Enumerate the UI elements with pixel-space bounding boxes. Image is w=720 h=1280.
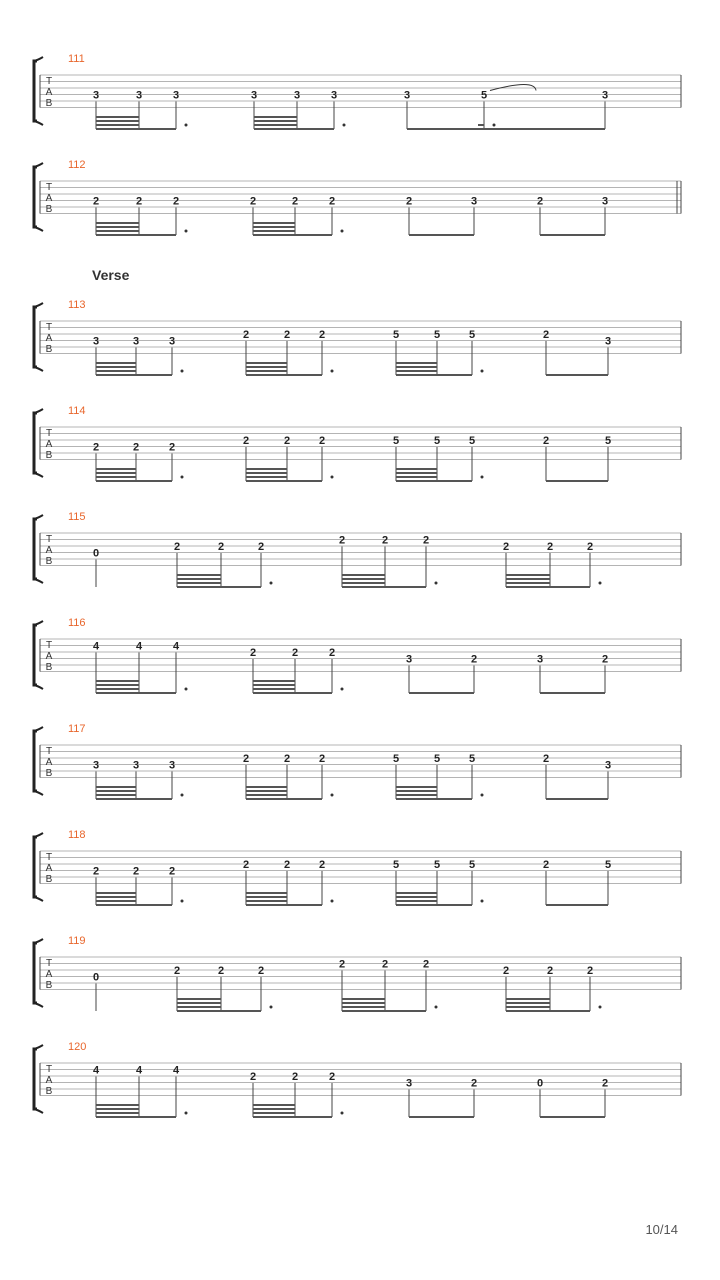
fret-number: 5	[433, 435, 441, 447]
rhythm-dot	[185, 688, 188, 691]
fret-number: 2	[328, 647, 336, 659]
fret-number: 5	[433, 753, 441, 765]
fret-number: 3	[403, 89, 411, 102]
measure-number: 113	[68, 299, 86, 311]
tab-system-117	[34, 723, 681, 799]
rhythm-dot	[599, 1006, 602, 1009]
bracket-top-hook	[34, 727, 43, 731]
rhythm-dot	[181, 794, 184, 797]
fret-number: 2	[283, 859, 291, 871]
fret-number: 2	[283, 435, 291, 447]
fret-number: 3	[604, 335, 612, 348]
tab-clef-letter: T	[45, 428, 53, 439]
fret-number: 2	[257, 541, 265, 553]
tab-clef-letter: B	[45, 1086, 53, 1097]
fret-number: 3	[536, 653, 544, 666]
bracket-bottom-hook	[34, 1003, 43, 1007]
system-bracket	[34, 625, 37, 685]
fret-number: 2	[132, 865, 140, 878]
fret-number: 3	[168, 335, 176, 348]
system-bracket	[34, 413, 37, 473]
tab-clef-letter: A	[45, 87, 53, 98]
fret-number: 5	[468, 859, 476, 871]
fret-number: 5	[433, 859, 441, 871]
system-bracket	[34, 167, 37, 227]
fret-number: 3	[330, 89, 338, 102]
fret-number: 3	[604, 759, 612, 772]
fret-number: 5	[604, 859, 612, 871]
tab-clef-letter: A	[45, 545, 53, 556]
fret-number: 2	[249, 647, 257, 659]
fret-number: 3	[168, 759, 176, 772]
fret-number: 2	[546, 965, 554, 977]
fret-number: 5	[468, 435, 476, 447]
fret-number: 3	[601, 195, 609, 208]
fret-number: 2	[502, 541, 510, 553]
fret-number: 2	[242, 329, 250, 341]
fret-number: 2	[291, 195, 299, 208]
fret-number: 3	[293, 89, 301, 102]
rhythm-dot	[331, 794, 334, 797]
rhythm-dot	[599, 582, 602, 585]
tab-system-118	[34, 829, 681, 905]
fret-number: 2	[168, 441, 176, 454]
fret-number: 2	[502, 965, 510, 977]
measure-number: 117	[68, 723, 86, 735]
tab-system-111	[34, 53, 681, 129]
fret-number: 3	[92, 89, 100, 102]
fret-number: 2	[338, 534, 346, 547]
fret-number: 3	[405, 1077, 413, 1090]
rhythm-dot	[331, 900, 334, 903]
tab-clef-letter: B	[45, 450, 53, 461]
tab-system-112	[34, 159, 681, 235]
fret-number: 0	[92, 547, 100, 560]
fret-number: 2	[422, 534, 430, 547]
fret-number: 3	[92, 759, 100, 772]
bracket-bottom-hook	[34, 685, 43, 689]
fret-number: 2	[318, 435, 326, 447]
fret-number: 5	[480, 89, 488, 102]
tab-clef-letter: A	[45, 1075, 53, 1086]
fret-number: 2	[283, 753, 291, 765]
measure-number: 112	[68, 159, 86, 171]
rhythm-dot	[343, 124, 346, 127]
fret-number: 3	[92, 335, 100, 348]
bracket-top-hook	[34, 1045, 43, 1049]
fret-number: 0	[92, 971, 100, 984]
fret-number: 2	[242, 859, 250, 871]
tab-clef-letter: T	[45, 958, 53, 969]
rhythm-dot	[331, 476, 334, 479]
tab-clef-letter: B	[45, 556, 53, 567]
fret-number: 3	[601, 89, 609, 102]
tab-clef-letter: T	[45, 640, 53, 651]
tab-clef-letter: A	[45, 651, 53, 662]
system-bracket	[34, 1049, 37, 1109]
fret-number: 2	[542, 753, 550, 765]
fret-number: 0	[536, 1077, 544, 1090]
fret-number: 2	[92, 195, 100, 208]
rhythm-dot	[481, 794, 484, 797]
rhythm-dot	[185, 1112, 188, 1115]
fret-number: 2	[546, 541, 554, 553]
fret-number: 3	[470, 195, 478, 208]
fret-number: 2	[92, 441, 100, 454]
tab-clef-letter: T	[45, 322, 53, 333]
fret-number: 3	[250, 89, 258, 102]
rhythm-dot	[270, 1006, 273, 1009]
rhythm-dot	[331, 370, 334, 373]
measure-number: 118	[68, 829, 86, 841]
bracket-top-hook	[34, 57, 43, 61]
bracket-top-hook	[34, 303, 43, 307]
fret-number: 2	[242, 435, 250, 447]
fret-number: 5	[468, 329, 476, 341]
bracket-bottom-hook	[34, 897, 43, 901]
tab-clef-letter: A	[45, 333, 53, 344]
tab-clef-letter: B	[45, 344, 53, 355]
fret-number: 5	[433, 329, 441, 341]
bracket-top-hook	[34, 939, 43, 943]
fret-number: 2	[283, 329, 291, 341]
fret-number: 2	[291, 647, 299, 659]
tab-clef-letter: B	[45, 874, 53, 885]
measure-number: 119	[68, 935, 86, 947]
bracket-bottom-hook	[34, 579, 43, 583]
measure-number: 120	[68, 1041, 87, 1053]
rhythm-dot	[185, 230, 188, 233]
measure-number: 115	[68, 511, 86, 523]
fret-number: 5	[604, 435, 612, 447]
section-marker: Verse	[92, 267, 130, 283]
fret-number: 2	[242, 753, 250, 765]
fret-number: 4	[92, 1064, 100, 1077]
bracket-bottom-hook	[34, 1109, 43, 1113]
tab-clef-letter: A	[45, 757, 53, 768]
tab-clef-letter: A	[45, 439, 53, 450]
tab-clef-letter: T	[45, 76, 53, 87]
fret-number: 3	[172, 89, 180, 102]
fret-number: 2	[405, 195, 413, 208]
tab-clef-letter: T	[45, 534, 53, 545]
rhythm-dot	[493, 124, 496, 127]
bracket-bottom-hook	[34, 367, 43, 371]
rhythm-dot	[481, 370, 484, 373]
system-bracket	[34, 943, 37, 1003]
tab-system-116	[34, 617, 681, 693]
fret-number: 5	[392, 329, 400, 341]
fret-number: 2	[586, 541, 594, 553]
tab-system-120	[34, 1041, 681, 1117]
tab-clef-letter: B	[45, 980, 53, 991]
fret-number: 2	[328, 1071, 336, 1083]
bracket-top-hook	[34, 515, 43, 519]
fret-number: 2	[217, 965, 225, 977]
fret-number: 4	[172, 640, 180, 653]
rhythm-dot	[481, 900, 484, 903]
tab-system-115	[34, 511, 681, 587]
tab-clef-letter: T	[45, 746, 53, 757]
tab-clef-letter: B	[45, 98, 53, 109]
fret-number: 2	[381, 534, 389, 547]
fret-number: 3	[132, 759, 140, 772]
rhythm-dot	[270, 582, 273, 585]
bracket-top-hook	[34, 833, 43, 837]
measure-number: 111	[68, 53, 85, 65]
rhythm-dot	[341, 230, 344, 233]
rhythm-dot	[341, 688, 344, 691]
fret-number: 4	[172, 1064, 180, 1077]
bracket-top-hook	[34, 621, 43, 625]
tab-clef-letter: T	[45, 182, 53, 193]
fret-number: 5	[392, 435, 400, 447]
fret-number: 2	[338, 958, 346, 971]
fret-number: 4	[92, 640, 100, 653]
system-bracket	[34, 519, 37, 579]
tab-clef-letter: B	[45, 768, 53, 779]
fret-number: 2	[381, 958, 389, 971]
fret-number: 2	[257, 965, 265, 977]
fret-number: 2	[601, 1077, 609, 1090]
tab-system-113	[34, 299, 681, 375]
tab-clef-letter: B	[45, 204, 53, 215]
fret-number: 2	[536, 195, 544, 208]
fret-number: 5	[468, 753, 476, 765]
fret-number: 2	[92, 865, 100, 878]
bracket-bottom-hook	[34, 227, 43, 231]
bracket-bottom-hook	[34, 473, 43, 477]
fret-number: 2	[249, 1071, 257, 1083]
fret-number: 2	[132, 441, 140, 454]
fret-number: 2	[586, 965, 594, 977]
fret-number: 2	[470, 1077, 478, 1090]
fret-number: 2	[542, 329, 550, 341]
system-bracket	[34, 61, 37, 121]
tab-clef-letter: A	[45, 193, 53, 204]
bracket-top-hook	[34, 163, 43, 167]
fret-number: 3	[405, 653, 413, 666]
fret-number: 2	[318, 753, 326, 765]
rhythm-dot	[481, 476, 484, 479]
fret-number: 2	[470, 653, 478, 666]
measure-number: 116	[68, 617, 86, 629]
page-number: 10/14	[645, 1222, 678, 1237]
fret-number: 3	[135, 89, 143, 102]
tab-clef-letter: T	[45, 852, 53, 863]
bracket-top-hook	[34, 409, 43, 413]
fret-number: 2	[318, 329, 326, 341]
rhythm-dot	[435, 582, 438, 585]
fret-number: 2	[217, 541, 225, 553]
fret-number: 5	[392, 753, 400, 765]
rhythm-dot	[181, 476, 184, 479]
fret-number: 2	[542, 859, 550, 871]
fret-number: 5	[392, 859, 400, 871]
system-bracket	[34, 731, 37, 791]
fret-number: 2	[168, 865, 176, 878]
tab-system-114	[34, 405, 681, 481]
fret-number: 4	[135, 640, 143, 653]
tab-system-119	[34, 935, 681, 1011]
fret-number: 2	[542, 435, 550, 447]
tab-clef-letter: T	[45, 1064, 53, 1075]
system-bracket	[34, 837, 37, 897]
tab-clef-letter: B	[45, 662, 53, 673]
tab-clef-letter: A	[45, 863, 53, 874]
fret-number: 2	[422, 958, 430, 971]
fret-number: 2	[318, 859, 326, 871]
tab-clef-letter: A	[45, 969, 53, 980]
rhythm-dot	[185, 124, 188, 127]
rhythm-dot	[181, 370, 184, 373]
fret-number: 2	[135, 195, 143, 208]
fret-number: 2	[249, 195, 257, 208]
fret-number: 2	[291, 1071, 299, 1083]
system-bracket	[34, 307, 37, 367]
measure-number: 114	[68, 405, 86, 417]
fret-number: 2	[173, 965, 181, 977]
fret-number: 4	[135, 1064, 143, 1077]
fret-number: 2	[601, 653, 609, 666]
fret-number: 2	[328, 195, 336, 208]
rhythm-dot	[341, 1112, 344, 1115]
fret-number: 2	[172, 195, 180, 208]
rhythm-dot	[435, 1006, 438, 1009]
rhythm-dot	[181, 900, 184, 903]
bracket-bottom-hook	[34, 791, 43, 795]
fret-number: 2	[173, 541, 181, 553]
fret-number: 3	[132, 335, 140, 348]
bracket-bottom-hook	[34, 121, 43, 125]
